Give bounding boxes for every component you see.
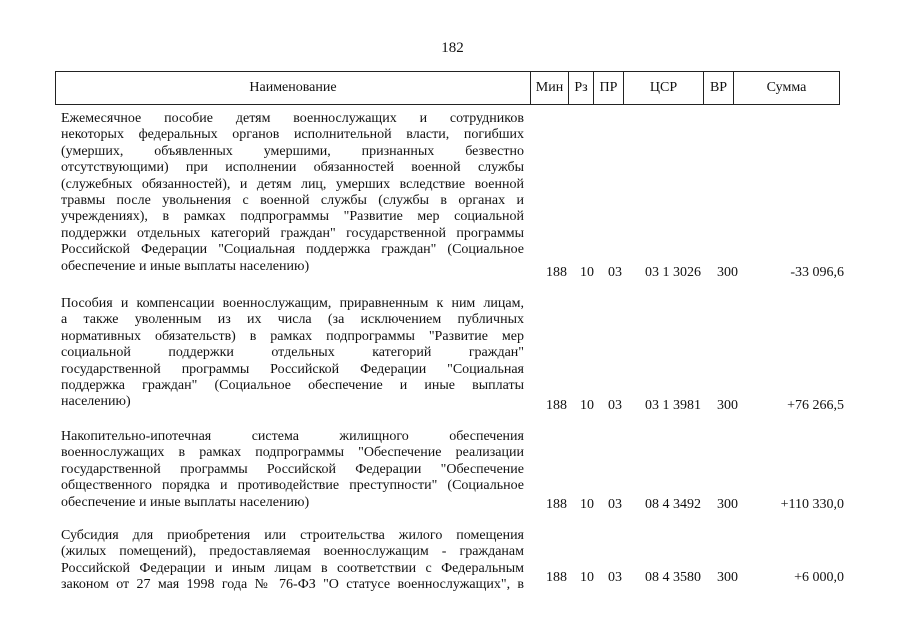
row-description xyxy=(61,296,524,411)
description-line: поддержки отдельных категорий граждан" государственной программы xyxy=(61,225,524,241)
description-line: обеспечение и иные выплаты населению) xyxy=(61,494,310,510)
cell-csr: 08 4 3492 xyxy=(645,497,701,512)
description-line: государственной программы Российской Федерации "Социальная xyxy=(61,361,524,377)
description-line: (жилых помещений), предоставляемая военнослужащим - гражданам xyxy=(61,544,524,560)
description-line: Российской Федерации "Социальная поддержка граждан" (Социальное xyxy=(61,242,524,258)
description-line: законом от 27 мая 1998 года № 76-ФЗ "О статусе военнослужащих", в xyxy=(61,577,524,593)
description-line: военнослужащих в рамках подпрограммы "Обеспечение реализации xyxy=(61,445,524,461)
cell-csr: 08 4 3580 xyxy=(645,570,701,585)
row-description xyxy=(61,111,524,275)
cell-pr: 03 xyxy=(608,398,622,413)
column-header-csr: ЦСР xyxy=(623,72,703,104)
description-line: социальной поддержки отдельных категорий граждан" xyxy=(61,345,524,361)
description-line: Ежемесячное пособие детям военнослужащих и сотрудников xyxy=(61,111,524,126)
column-header-sum: Сумма xyxy=(733,72,840,104)
row-description xyxy=(61,429,524,511)
cell-sum: +76 266,5 xyxy=(787,398,844,413)
column-header-pr: ПР xyxy=(593,72,623,104)
cell-sum: +110 330,0 xyxy=(780,497,844,512)
description-line: учреждениях), в рамках подпрограммы "Развитие мер социальной xyxy=(61,209,524,225)
cell-pr: 03 xyxy=(608,265,622,280)
description-line: государственной программы Российской Федерации "Обеспечение xyxy=(61,461,524,477)
cell-vr: 300 xyxy=(717,265,738,280)
column-header-min: Мин xyxy=(530,72,568,104)
cell-sum: +6 000,0 xyxy=(794,570,844,585)
cell-sum: -33 096,6 xyxy=(790,265,844,280)
description-line: нормативных обязательств) в рамках подпрограммы "Развитие мер xyxy=(61,328,524,344)
cell-min: 188 xyxy=(546,497,567,512)
cell-pr: 03 xyxy=(608,497,622,512)
description-line: Пособия и компенсации военнослужащим, приравненным к ним лицам, xyxy=(61,296,524,311)
description-line: Российской Федерации и иным лицам в соответствии с Федеральным xyxy=(61,560,524,576)
description-line: населению) xyxy=(61,394,131,410)
cell-min: 188 xyxy=(546,398,567,413)
column-header-name: Наименование xyxy=(55,72,530,104)
description-line: поддержка граждан" (Социальное обеспечение и иные выплаты xyxy=(61,377,524,393)
description-line: (умерших, объявленных умершими, признанных безвестно xyxy=(61,143,524,159)
cell-min: 188 xyxy=(546,570,567,585)
description-line: Субсидия для приобретения или строительства жилого помещения xyxy=(61,528,524,543)
description-line: некоторых федеральных органов исполнительной власти, погибших xyxy=(61,127,524,143)
description-line: обеспечение и иные выплаты населению) xyxy=(61,258,310,274)
cell-csr: 03 1 3981 xyxy=(645,398,701,413)
column-header-rz: Рз xyxy=(568,72,593,104)
cell-min: 188 xyxy=(546,265,567,280)
row-description xyxy=(61,528,524,594)
description-line: Накопительно-ипотечная система жилищного обеспечения xyxy=(61,429,524,444)
description-line: травмы после увольнения с военной службы (службы в органах и xyxy=(61,192,524,208)
description-line: отсутствующими) при исполнении обязанностей военной службы xyxy=(61,160,524,176)
table-header xyxy=(55,71,840,105)
cell-pr: 03 xyxy=(608,570,622,585)
cell-csr: 03 1 3026 xyxy=(645,265,701,280)
description-line: общественного порядка и противодействие преступности" (Социальное xyxy=(61,478,524,494)
cell-vr: 300 xyxy=(717,398,738,413)
cell-rz: 10 xyxy=(580,265,594,280)
cell-rz: 10 xyxy=(580,497,594,512)
description-line: а также уволенным из их числа (за исключением публичных xyxy=(61,312,524,328)
cell-vr: 300 xyxy=(717,497,738,512)
cell-vr: 300 xyxy=(717,570,738,585)
page-number: 182 xyxy=(441,40,464,56)
cell-rz: 10 xyxy=(580,570,594,585)
column-header-vr: ВР xyxy=(703,72,733,104)
cell-rz: 10 xyxy=(580,398,594,413)
description-line: (служебных обязанностей), и детям лиц, умерших вследствие военной xyxy=(61,176,524,192)
